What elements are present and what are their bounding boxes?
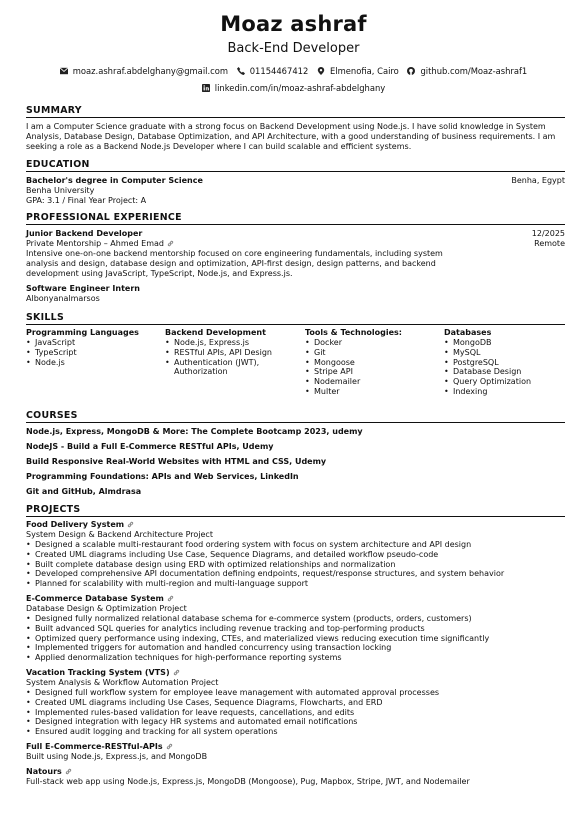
location-text: Elmenofia, Cairo xyxy=(330,66,399,76)
project-subtitle: System Analysis & Workflow Automation Project xyxy=(26,678,219,687)
project-bullet: • Applied denormalization techniques for high-performance reporting systems xyxy=(26,653,489,663)
skill-item: • Mongoose xyxy=(305,358,435,368)
phone-icon xyxy=(237,67,245,75)
project-bullet: • Implemented rules-based validation for leave requests, cancellations, and edits xyxy=(26,708,439,718)
candidate-role: Back-End Developer xyxy=(227,41,360,56)
github-text: github.com/Moaz-ashraf1 xyxy=(420,66,528,76)
summary-text: I am a Computer Science graduate with a strong focus on Backend Development using Node.js. I have solid knowledge in System Analysis, Database Design, Database Optimization, and API Architecture, with a good understanding of business requirements. I am seeking a role as a Backend Node.js Developer where I can build scalable and efficient systems. xyxy=(26,122,556,151)
section-divider xyxy=(26,171,565,172)
project-name: Natours xyxy=(26,767,62,776)
skill-item: • Authentication (JWT), Authorization xyxy=(165,358,287,378)
skill-group-title: Databases xyxy=(444,328,492,337)
degree-title: Bachelor's degree in Computer Science xyxy=(26,176,203,185)
project-title[interactable] xyxy=(26,742,173,752)
link-icon xyxy=(166,743,173,750)
skill-group-title: Programming Languages xyxy=(26,328,139,337)
project-title[interactable] xyxy=(26,594,174,604)
intern-role: Software Engineer Intern xyxy=(26,284,140,293)
skill-item: • MySQL xyxy=(444,348,569,358)
course-item: Build Responsive Real-World Websites with HTML and CSS, Udemy xyxy=(26,457,327,466)
mail-icon xyxy=(60,67,68,75)
project-name: Full E-Commerce-RESTful-APIs xyxy=(26,742,163,751)
project-bullet: • Built complete database design using ERD with optimized relationships and normalization xyxy=(26,560,504,570)
section-divider xyxy=(26,224,565,225)
project-subtitle: Built using Node.js, Express.js, and MongoDB xyxy=(26,752,208,761)
project-subtitle: Database Design & Optimization Project xyxy=(26,604,187,613)
job-location: Remote xyxy=(534,239,565,248)
skill-item: • Nodemailer xyxy=(305,377,435,387)
skill-item: • Node.js xyxy=(26,358,156,368)
skill-item: • Indexing xyxy=(444,387,569,397)
course-item: Programming Foundations: APIs and Web Services, LinkedIn xyxy=(26,472,299,481)
project-bullet: • Designed fully normalized relational database schema for e-commerce system (products, orders, customers) xyxy=(26,614,489,624)
job-date: 12/2025 xyxy=(531,229,565,238)
project-bullet: • Developed comprehensive API documentation defining endpoints, request/response structures, and system behavior xyxy=(26,569,504,579)
job-description: Intensive one-on-one backend mentorship focused on core engineering fundamentals, including system analysis and design, database design and optimization, API-first design, design patterns, and backend development using JavaScript, TypeScript, Node.js, and Express.js. xyxy=(26,249,443,278)
contact-row-2 xyxy=(0,83,587,94)
skill-item: • Multer xyxy=(305,387,435,397)
skill-list xyxy=(305,338,435,397)
project-title[interactable] xyxy=(26,767,72,777)
project-bullet: • Designed full workflow system for employee leave management with automated approval processes xyxy=(26,688,439,698)
project-title[interactable] xyxy=(26,520,134,530)
course-item: NodeJS - Build a Full E-Commerce RESTful APIs, Udemy xyxy=(26,442,274,451)
skill-list xyxy=(26,338,156,367)
link-icon xyxy=(167,240,174,247)
skill-item: • MongoDB xyxy=(444,338,569,348)
project-bullet: • Planned for scalability with multi-region and multi-language support xyxy=(26,579,504,589)
skill-item: • Stripe API xyxy=(305,367,435,377)
skill-item: • Node.js, Express.js xyxy=(165,338,287,348)
skill-group-title: Backend Development xyxy=(165,328,266,337)
courses-heading: COURSES xyxy=(26,410,78,421)
job-company[interactable] xyxy=(26,239,174,249)
linkedin-text: linkedin.com/in/moaz-ashraf-abdelghany xyxy=(214,83,386,93)
project-bullets xyxy=(26,688,439,737)
project-bullets xyxy=(26,540,504,589)
email-text: moaz.ashraf.abdelghany@gmail.com xyxy=(72,66,229,76)
skill-item: • TypeScript xyxy=(26,348,156,358)
skill-item: • Docker xyxy=(305,338,435,348)
project-name: Vacation Tracking System (VTS) xyxy=(26,668,170,677)
project-title[interactable] xyxy=(26,668,180,678)
project-subtitle: Full-stack web app using Node.js, Express.js, MongoDB (Mongoose), Pug, Mapbox, Stripe, JWT, and Nodemailer xyxy=(26,777,470,786)
location-pin-icon xyxy=(317,67,325,75)
course-item: Git and GitHub, Almdrasa xyxy=(26,487,142,496)
linkedin-icon xyxy=(202,84,210,92)
skills-heading: SKILLS xyxy=(26,312,65,323)
projects-heading: PROJECTS xyxy=(26,504,81,515)
section-divider xyxy=(26,117,565,118)
skill-list xyxy=(165,338,287,377)
link-icon xyxy=(65,768,72,775)
project-subtitle: System Design & Backend Architecture Project xyxy=(26,530,213,539)
section-divider xyxy=(26,324,565,325)
experience-heading: PROFESSIONAL EXPERIENCE xyxy=(26,212,182,223)
skill-item: • Git xyxy=(305,348,435,358)
project-bullet: • Created UML diagrams including Use Cases, Sequence Diagrams, Flowcharts, and ERD xyxy=(26,698,439,708)
education-location: Benha, Egypt xyxy=(511,176,565,185)
project-name: E-Commerce Database System xyxy=(26,594,164,603)
github-contact[interactable] xyxy=(407,66,527,76)
email-contact[interactable] xyxy=(60,66,228,76)
github-icon xyxy=(407,67,415,75)
education-heading: EDUCATION xyxy=(26,159,90,170)
link-icon xyxy=(127,521,134,528)
skill-item: • Query Optimization xyxy=(444,377,569,387)
project-bullet: • Ensured audit logging and tracking for all system operations xyxy=(26,727,439,737)
section-divider xyxy=(26,422,565,423)
summary-heading: SUMMARY xyxy=(26,105,82,116)
project-bullet: • Designed a scalable multi-restaurant food ordering system with focus on system architecture and API design xyxy=(26,540,504,550)
project-name: Food Delivery System xyxy=(26,520,125,529)
project-bullets xyxy=(26,614,489,663)
phone-text: 01154467412 xyxy=(249,66,309,76)
project-bullet: • Implemented triggers for automation and handled concurrency using transaction locking xyxy=(26,643,489,653)
job-role: Junior Backend Developer xyxy=(26,229,143,238)
project-bullet: • Optimized query performance using indexing, CTEs, and materialized views reducing execution time significantly xyxy=(26,634,489,644)
project-bullet: • Designed integration with legacy HR systems and automated email notifications xyxy=(26,717,439,727)
job-company-text: Private Mentorship – Ahmed Emad xyxy=(26,239,164,248)
project-bullet: • Created UML diagrams including Use Case, Sequence Diagrams, and detailed workflow pseudo-code xyxy=(26,550,504,560)
section-divider xyxy=(26,516,565,517)
project-bullet: • Built advanced SQL queries for analytics including revenue tracking and top-performing products xyxy=(26,624,489,634)
link-icon xyxy=(167,595,174,602)
contact-row xyxy=(0,66,587,77)
skill-item: • JavaScript xyxy=(26,338,156,348)
phone-contact[interactable] xyxy=(237,66,309,76)
candidate-name: Moaz ashraf xyxy=(220,12,367,36)
intern-company: Albonyanalmarsos xyxy=(26,294,100,303)
course-item: Node.js, Express, MongoDB & More: The Complete Bootcamp 2023, udemy xyxy=(26,427,363,436)
link-icon xyxy=(173,669,180,676)
skill-item: • PostgreSQL xyxy=(444,358,569,368)
school-name: Benha University xyxy=(26,186,95,195)
location-contact xyxy=(317,66,399,76)
skill-item: • Database Design xyxy=(444,367,569,377)
gpa-text: GPA: 3.1 / Final Year Project: A xyxy=(26,196,147,205)
skill-group-title: Tools & Technologies: xyxy=(305,328,402,337)
skill-list xyxy=(444,338,569,397)
linkedin-contact[interactable] xyxy=(202,83,385,93)
skill-item: • RESTful APIs, API Design xyxy=(165,348,287,358)
